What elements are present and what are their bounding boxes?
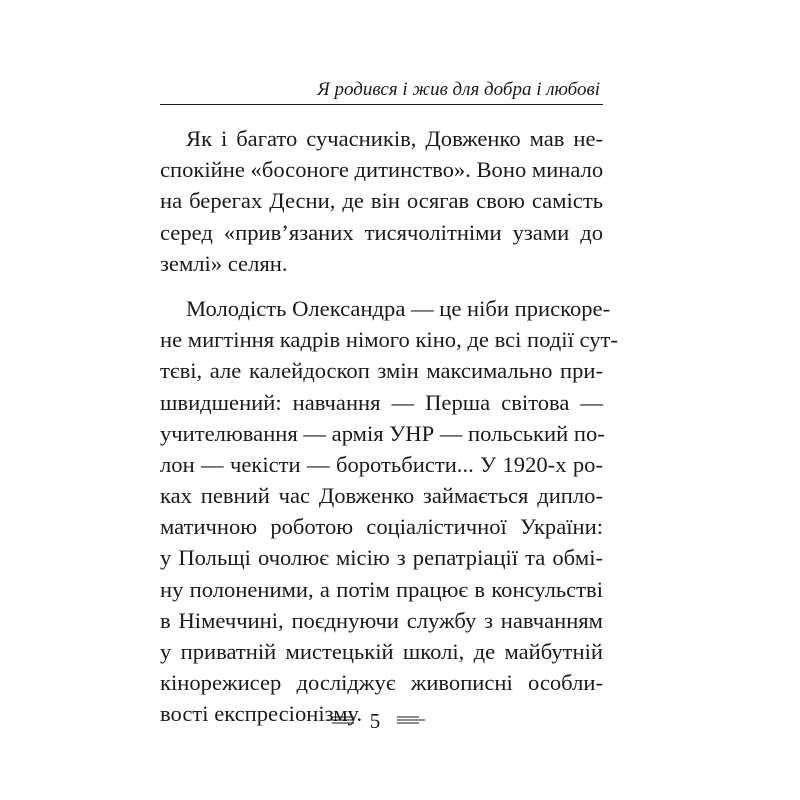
text-line: ках певний час Довженко займається дипло- — [160, 483, 603, 509]
text-line: матичною роботою соціалістичної України: — [160, 514, 603, 540]
text-line: лон — чекісти — боротьбисти... У 1920-х ро- — [160, 451, 603, 477]
text-line: у приватній мистецькій школі, де майбутній — [160, 639, 603, 664]
text-line: в Німеччині, поєднуючи службу з навчанням — [160, 607, 603, 633]
text-line: не мигтіння кадрів німого кіно, де всі події сут- — [160, 327, 618, 353]
body-text — [160, 123, 618, 730]
text-line: ну полоненими, а потім працює в консульстві — [160, 576, 603, 602]
text-line: Як і багато сучасників, Довженко мав не- — [186, 126, 603, 151]
page-number: 5 — [369, 709, 381, 733]
text-line: спокійне «босоноге дитинство». Воно минало — [160, 157, 604, 183]
text-line: швидшений: навчання — Перша світова — — [160, 389, 603, 415]
folio-ornament-right-icon — [397, 716, 425, 726]
text-line: кінорежисер досліджує живописні особли- — [160, 670, 603, 696]
folio-ornament-left-icon — [326, 716, 354, 726]
paragraph-gap — [160, 279, 603, 293]
text-line: вості експресіонізму. — [160, 701, 363, 727]
paragraph — [160, 293, 618, 730]
page-footer — [0, 706, 800, 736]
text-line: Молодість Олександра — це ніби прискоре- — [186, 295, 611, 321]
running-head: Я родився і жив для добра і любові — [317, 79, 600, 100]
text-line: серед «прив’язаних тисячолітніми узами до — [160, 219, 603, 245]
text-line: землі» селян. — [160, 250, 288, 276]
text-line: у Польщі очолює місію з репатріації та обмі- — [160, 545, 603, 571]
text-line: тєві, але калейдоскоп змін максимально при- — [160, 358, 603, 384]
paragraph — [160, 123, 603, 279]
text-line: на берегах Десни, де він осягав свою самість — [160, 188, 603, 214]
text-line: учителювання — армія УНР — польський по- — [160, 420, 605, 446]
header-rule — [160, 104, 603, 105]
